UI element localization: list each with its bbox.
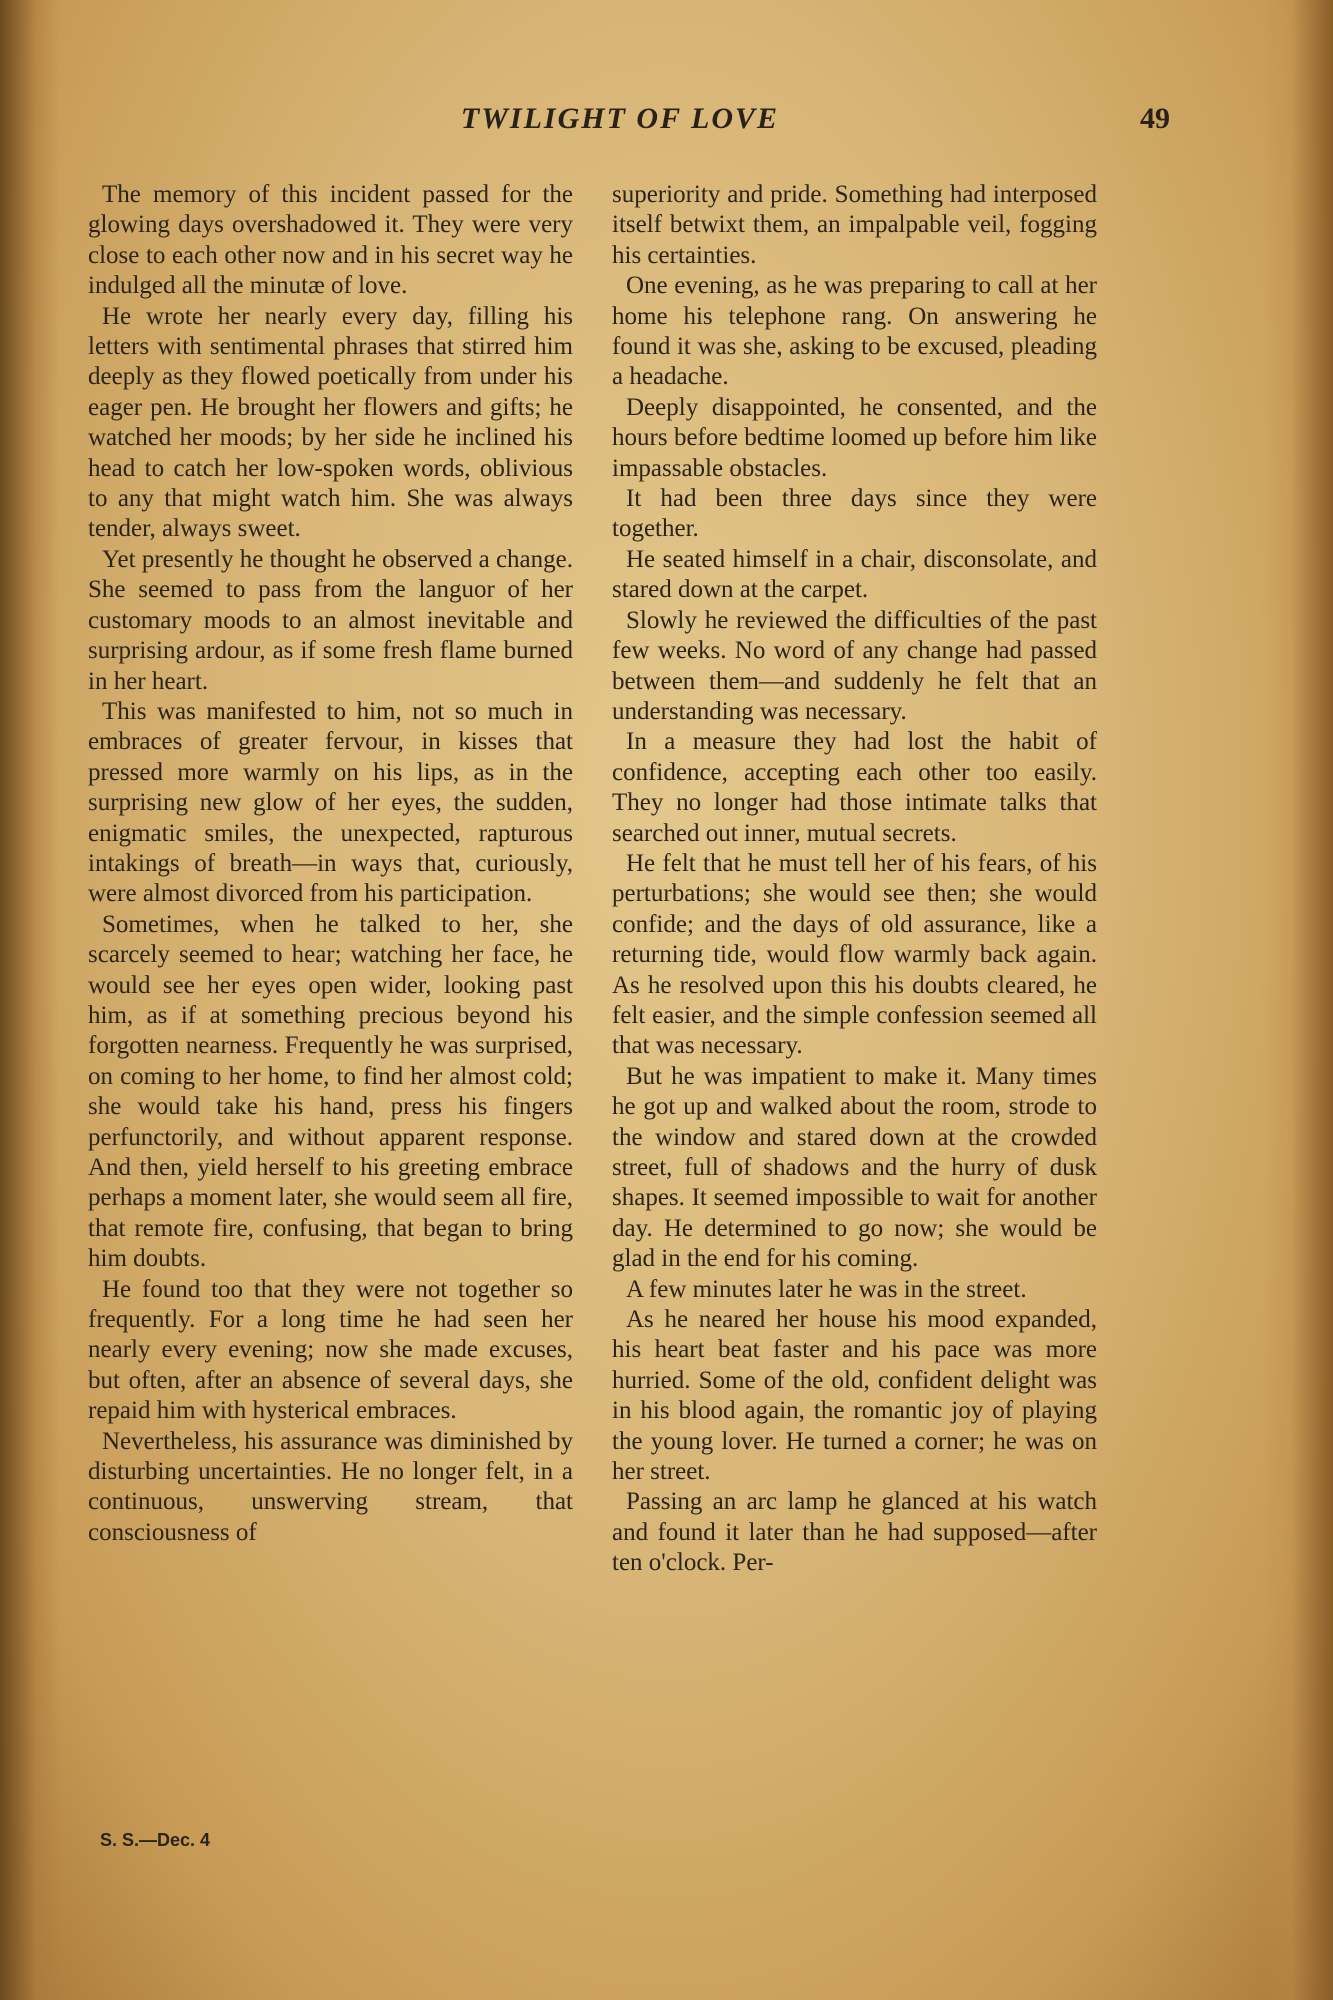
page-number: 49 xyxy=(1140,102,1170,135)
paragraph: superiority and pride. Something had interposed itself betwixt them, an impalpable veil, fogging his certainties. xyxy=(612,181,1097,269)
paragraph: Sometimes, when he talked to her, she scarcely seemed to hear; watching her face, he would see her eyes open wider, looking past him, as if at something precious beyond his forgotten nearness. Frequently he was surprised, on coming to her home, to find her almost cold; she would take his hand, press his fingers perfunctorily, and without apparent response. And then, yield herself to his greeting embrace perhaps a moment later, she would seem all fire, that remote fire, confusing, that began to bring him doubts. xyxy=(88,910,573,1273)
paragraph: As he neared her house his mood expanded, his heart beat faster and his pace was more hurried. Some of the old, confident delight was in his blood again, the romantic joy of playing the young lover. He turned a corner; he was on her street. xyxy=(612,1306,1097,1486)
paragraph: Nevertheless, his assurance was diminished by disturbing uncertainties. He no longer felt, in a continuous, unswerving stream, that consciousness of xyxy=(88,1427,573,1546)
paragraph: A few minutes later he was in the street. xyxy=(626,1275,1027,1303)
paragraph: One evening, as he was preparing to call at her home his telephone rang. On answering he found it was she, asking to be excused, pleading a headache. xyxy=(612,272,1097,391)
paragraph: Yet presently he thought he observed a change. She seemed to pass from the languor of her customary moods to an almost inevitable and surprising ardour, as if some fresh flame burned in her heart. xyxy=(88,545,573,695)
paragraph: He wrote her nearly every day, filling his letters with sentimental phrases that stirred him deeply as they flowed poetically from under his eager pen. He brought her flowers and gifts; he watched her moods; by her side he inclined his head to catch her low-spoken words, oblivious to any that might watch him. She was always tender, always sweet. xyxy=(88,302,573,543)
left-column xyxy=(88,180,573,1548)
paragraph: Deeply disappointed, he consented, and the hours before bedtime loomed up before him like impassable obstacles. xyxy=(612,393,1097,482)
running-head xyxy=(90,102,1170,142)
paragraph: He felt that he must tell her of his fears, of his perturbations; she would see then; she would confide; and the days of old assurance, like a returning tide, would flow warmly back again. As he resolved upon this his doubts cleared, he felt easier, and the simple confession seemed all that was necessary. xyxy=(612,849,1097,1060)
paragraph: The memory of this incident passed for the glowing days overshadowed it. They were very close to each other now and in his secret way he indulged all the minutæ of love. xyxy=(88,181,573,300)
paragraph: It had been three days since they were together. xyxy=(612,485,1097,543)
paragraph: This was manifested to him, not so much in embraces of greater fervour, in kisses that pressed more warmly on his lips, as in the surprising new glow of her eyes, the sudden, enigmatic smiles, the unexpected, rapturous intakings of breath—in ways that, curiously, were almost divorced from his participation. xyxy=(88,697,573,908)
paragraph: Slowly he reviewed the difficulties of the past few weeks. No word of any change had passed between them—and suddenly he felt that an understanding was necessary. xyxy=(612,606,1097,725)
right-column xyxy=(612,180,1097,1579)
paragraph: But he was impatient to make it. Many times he got up and walked about the room, strode to the window and stared down at the crowded street, full of shadows and the hurry of dusk shapes. It seemed impossible to wait for another day. He determined to go now; she would be glad in the end for his coming. xyxy=(612,1062,1097,1273)
signature-mark: S. S.—Dec. 4 xyxy=(100,1830,211,1850)
paragraph: In a measure they had lost the habit of confidence, accepting each other too easily. They no longer had those intimate talks that searched out inner, mutual secrets. xyxy=(612,728,1097,847)
paragraph: Passing an arc lamp he glanced at his watch and found it later than he had supposed—after ten o'clock. Per- xyxy=(612,1488,1097,1577)
paragraph: He found too that they were not together so frequently. For a long time he had seen her nearly every evening; now she made excuses, but often, after an absence of several days, she repaid him with hysterical embraces. xyxy=(88,1275,573,1425)
running-title: TWILIGHT OF LOVE xyxy=(460,102,780,135)
paragraph: He seated himself in a chair, disconsolate, and stared down at the carpet. xyxy=(612,545,1097,604)
